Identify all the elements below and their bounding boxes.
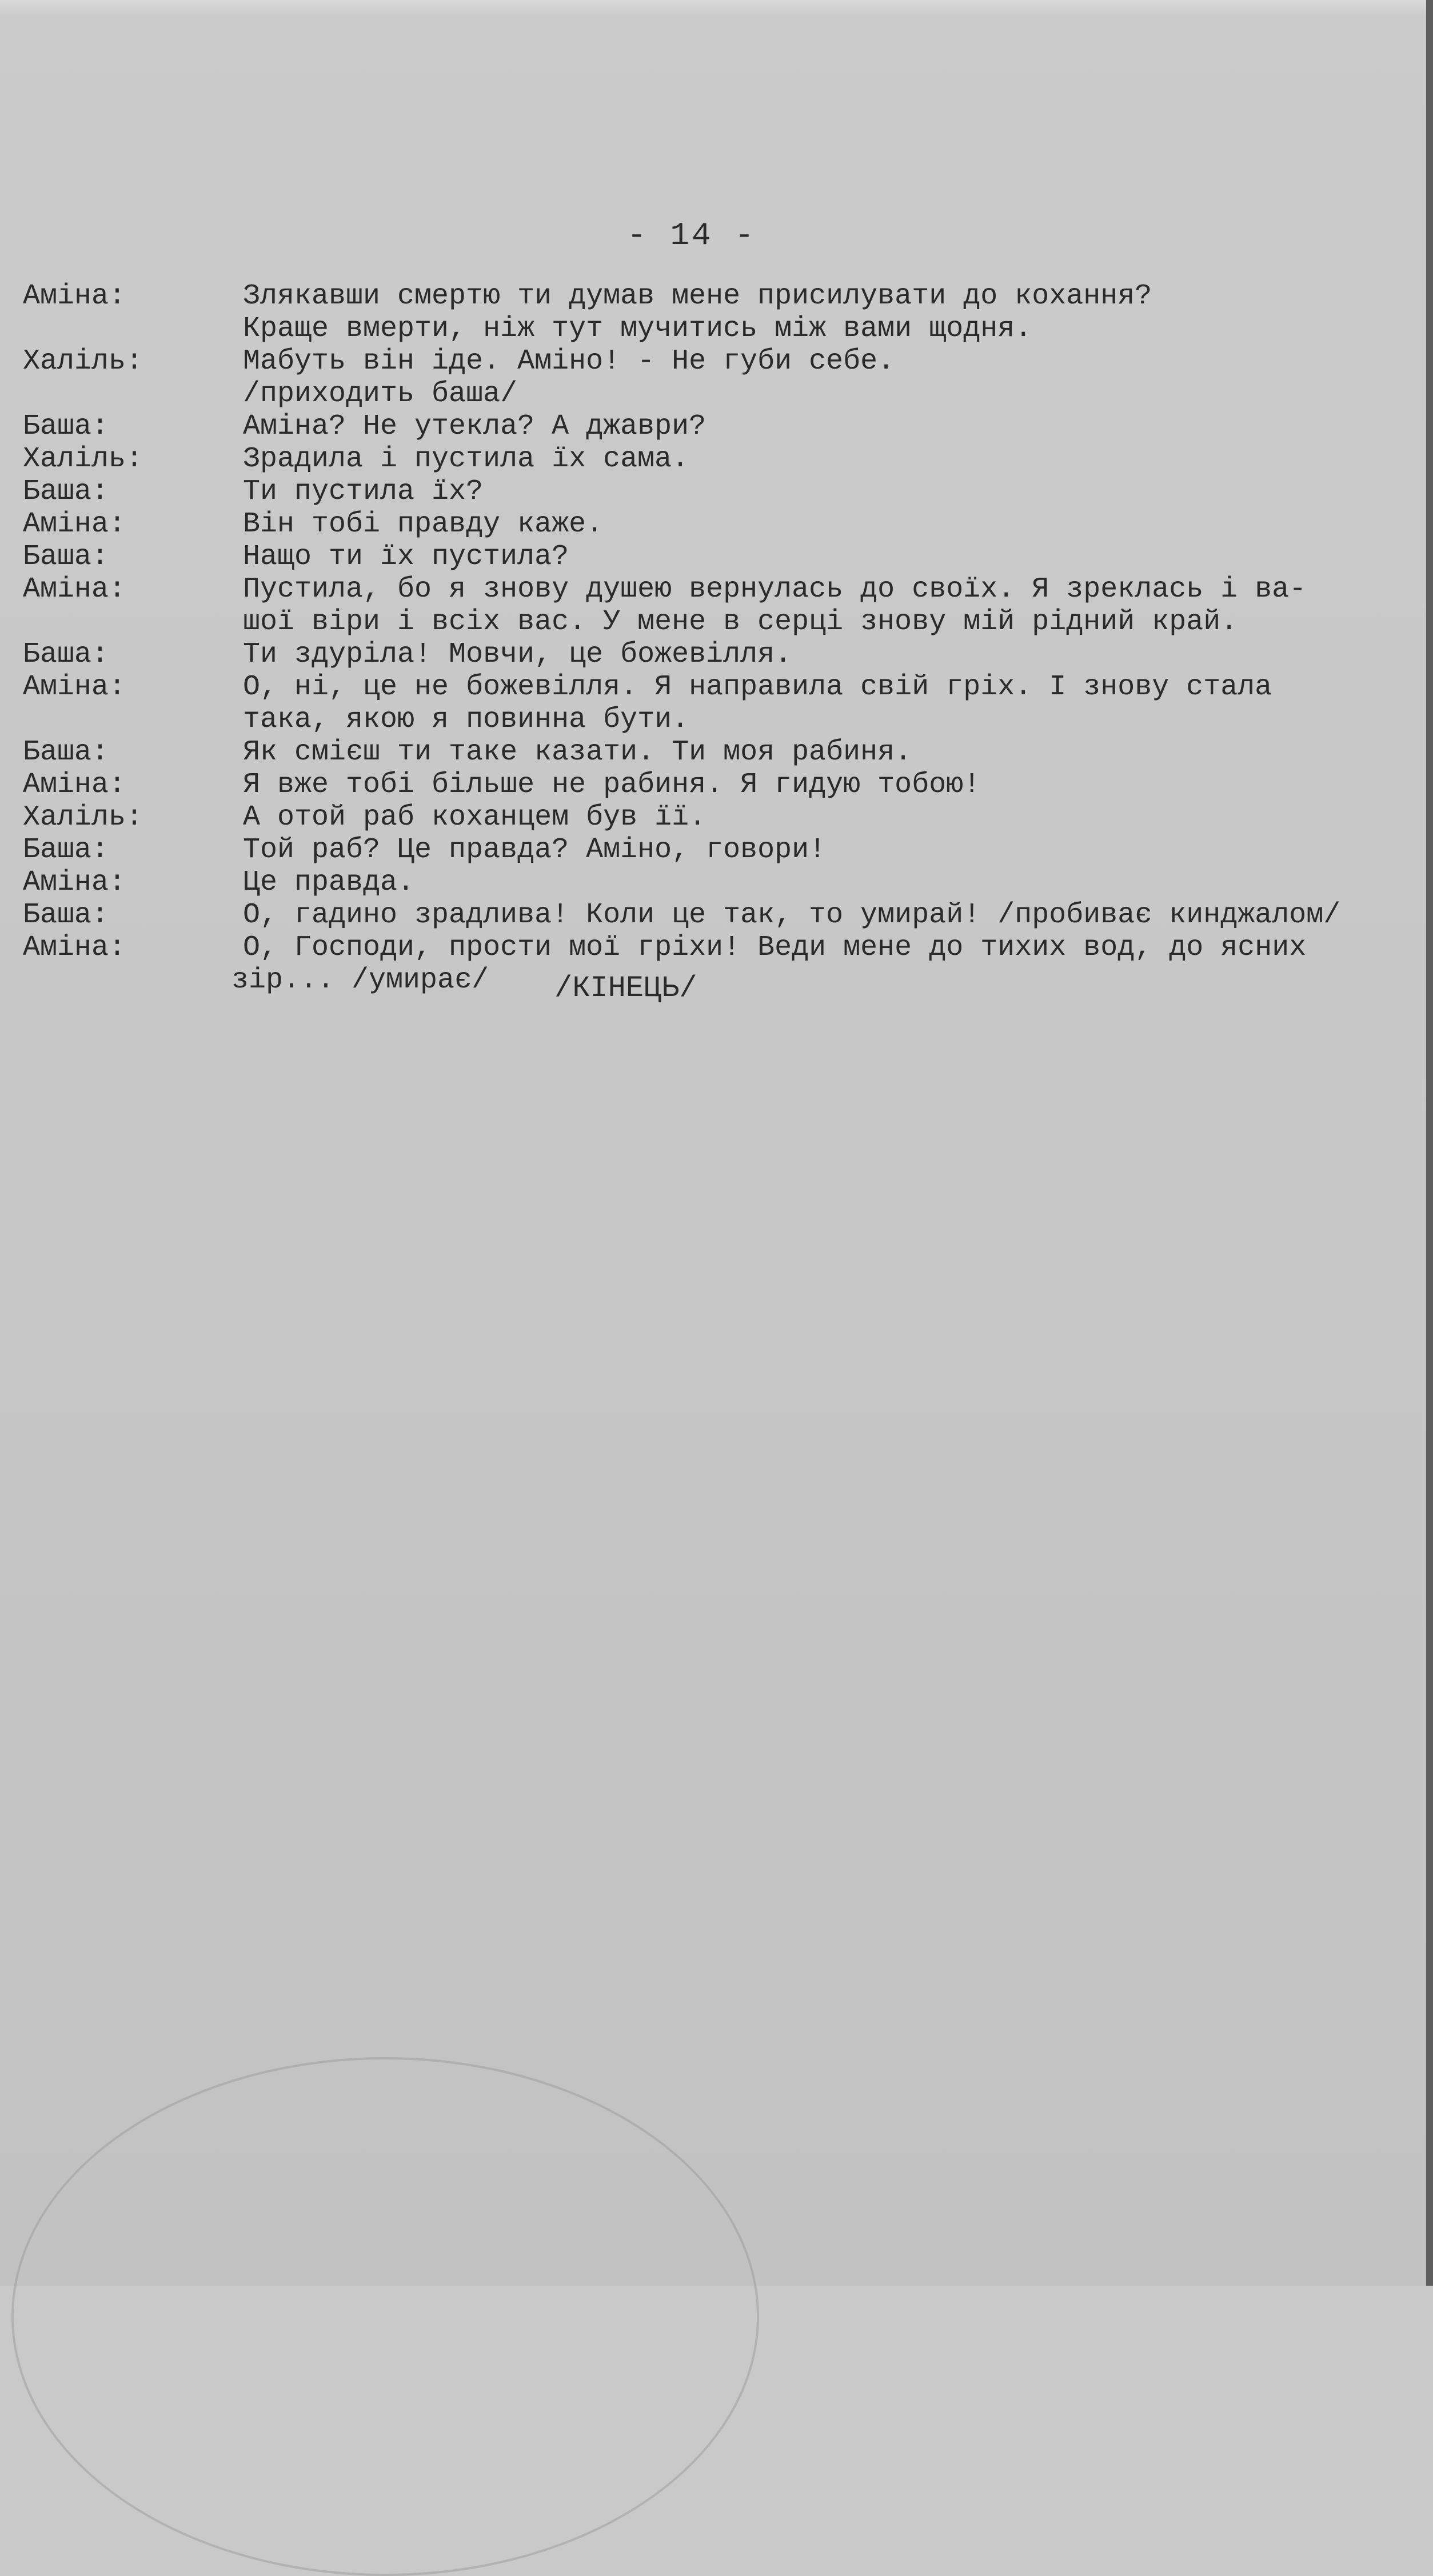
dialogue-line (23, 899, 1418, 931)
dialogue-text: Це правда. (243, 866, 415, 899)
speaker-name: Аміна: (23, 280, 126, 313)
dialogue-text: Злякавши смертю ти думав мене присилувати до кохання? (243, 280, 1152, 313)
speaker-name: Халіль: (23, 345, 143, 378)
speaker-name: Баша: (23, 410, 109, 443)
stage-direction-line (23, 378, 1418, 410)
dialogue-text: Ти здуріла! Мовчи, це божевілля. (243, 638, 792, 671)
dialogue-line (23, 964, 1418, 997)
stage-direction: /приходить баша/ (243, 378, 518, 410)
dialogue-line (23, 443, 1418, 475)
speaker-name: Аміна: (23, 769, 126, 801)
dialogue-text: Як смієш ти таке казати. Ти моя рабиня. (243, 736, 912, 769)
dialogue-text: шої віри і всіх вас. У мене в серці знову мій рідний край. (243, 606, 1238, 638)
dialogue-text: Краще вмерти, ніж тут мучитись між вами щодня. (243, 313, 1032, 345)
dialogue-line (23, 769, 1418, 801)
dialogue-line (23, 834, 1418, 866)
dialogue-text: Зрадила і пустила їх сама. (243, 443, 689, 475)
dialogue-line (23, 475, 1418, 508)
dialogue-line (23, 801, 1418, 834)
speaker-name: Баша: (23, 638, 109, 671)
dialogue-line (23, 671, 1418, 703)
speaker-name: Аміна: (23, 866, 126, 899)
dialogue-text: Пустила, бо я знову душею вернулась до своїх. Я зреклась і ва- (243, 573, 1307, 606)
dialogue-line (23, 410, 1418, 443)
dialogue-line (23, 345, 1418, 378)
dialogue-text: О, Господи, прости мої гріхи! Веди мене до тихих вод, до ясних (243, 931, 1307, 964)
speaker-name: Баша: (23, 736, 109, 769)
speaker-name: Баша: (23, 834, 109, 866)
speaker-name: Аміна: (23, 931, 126, 964)
dialogue-line (23, 541, 1418, 573)
dialogue-text: О, ні, це не божевілля. Я направила свій гріх. І знову стала (243, 671, 1272, 703)
end-mark: /КІНЕЦЬ/ (554, 971, 697, 1005)
speaker-name: Баша: (23, 541, 109, 573)
dialogue-line (23, 866, 1418, 899)
dialogue-line (23, 573, 1418, 606)
speaker-name: Баша: (23, 475, 109, 508)
dialogue-block (23, 280, 1418, 997)
dialogue-text: Той раб? Це правда? Аміно, говори! (243, 834, 827, 866)
dialogue-line (23, 703, 1418, 736)
page-right-edge (1426, 0, 1433, 2286)
speaker-name: Халіль: (23, 801, 143, 834)
dialogue-line (23, 736, 1418, 769)
dialogue-text: О, гадино зрадлива! Коли це так, то умирай! /пробиває кинджалом/ (243, 899, 1341, 931)
dialogue-text: А отой раб коханцем був її. (243, 801, 706, 834)
page-top-edge (0, 0, 1426, 16)
dialogue-line (23, 313, 1418, 345)
speaker-name: Аміна: (23, 508, 126, 541)
dialogue-text: Ти пустила їх? (243, 475, 484, 508)
dialogue-text: така, якою я повинна бути. (243, 703, 689, 736)
dialogue-line (23, 606, 1418, 638)
dialogue-line (23, 280, 1418, 313)
speaker-name: Халіль: (23, 443, 143, 475)
speaker-name: Аміна: (23, 573, 126, 606)
dialogue-text: Аміна? Не утекла? А джаври? (243, 410, 706, 443)
dialogue-text: Мабуть він іде. Аміно! - Не губи себе. (243, 345, 895, 378)
dialogue-line (23, 638, 1418, 671)
dialogue-line (23, 931, 1418, 964)
dialogue-line (23, 508, 1418, 541)
dialogue-text: зір... /умирає/ (231, 964, 489, 997)
speaker-name: Баша: (23, 899, 109, 931)
speaker-name: Аміна: (23, 671, 126, 703)
dialogue-text: Я вже тобі більше не рабиня. Я гидую тобою! (243, 769, 981, 801)
dialogue-text: Нащо ти їх пустила? (243, 541, 569, 573)
dialogue-text: Він тобі правду каже. (243, 508, 604, 541)
paper-stain (11, 2057, 759, 2576)
page-number: - 14 - (627, 217, 756, 254)
